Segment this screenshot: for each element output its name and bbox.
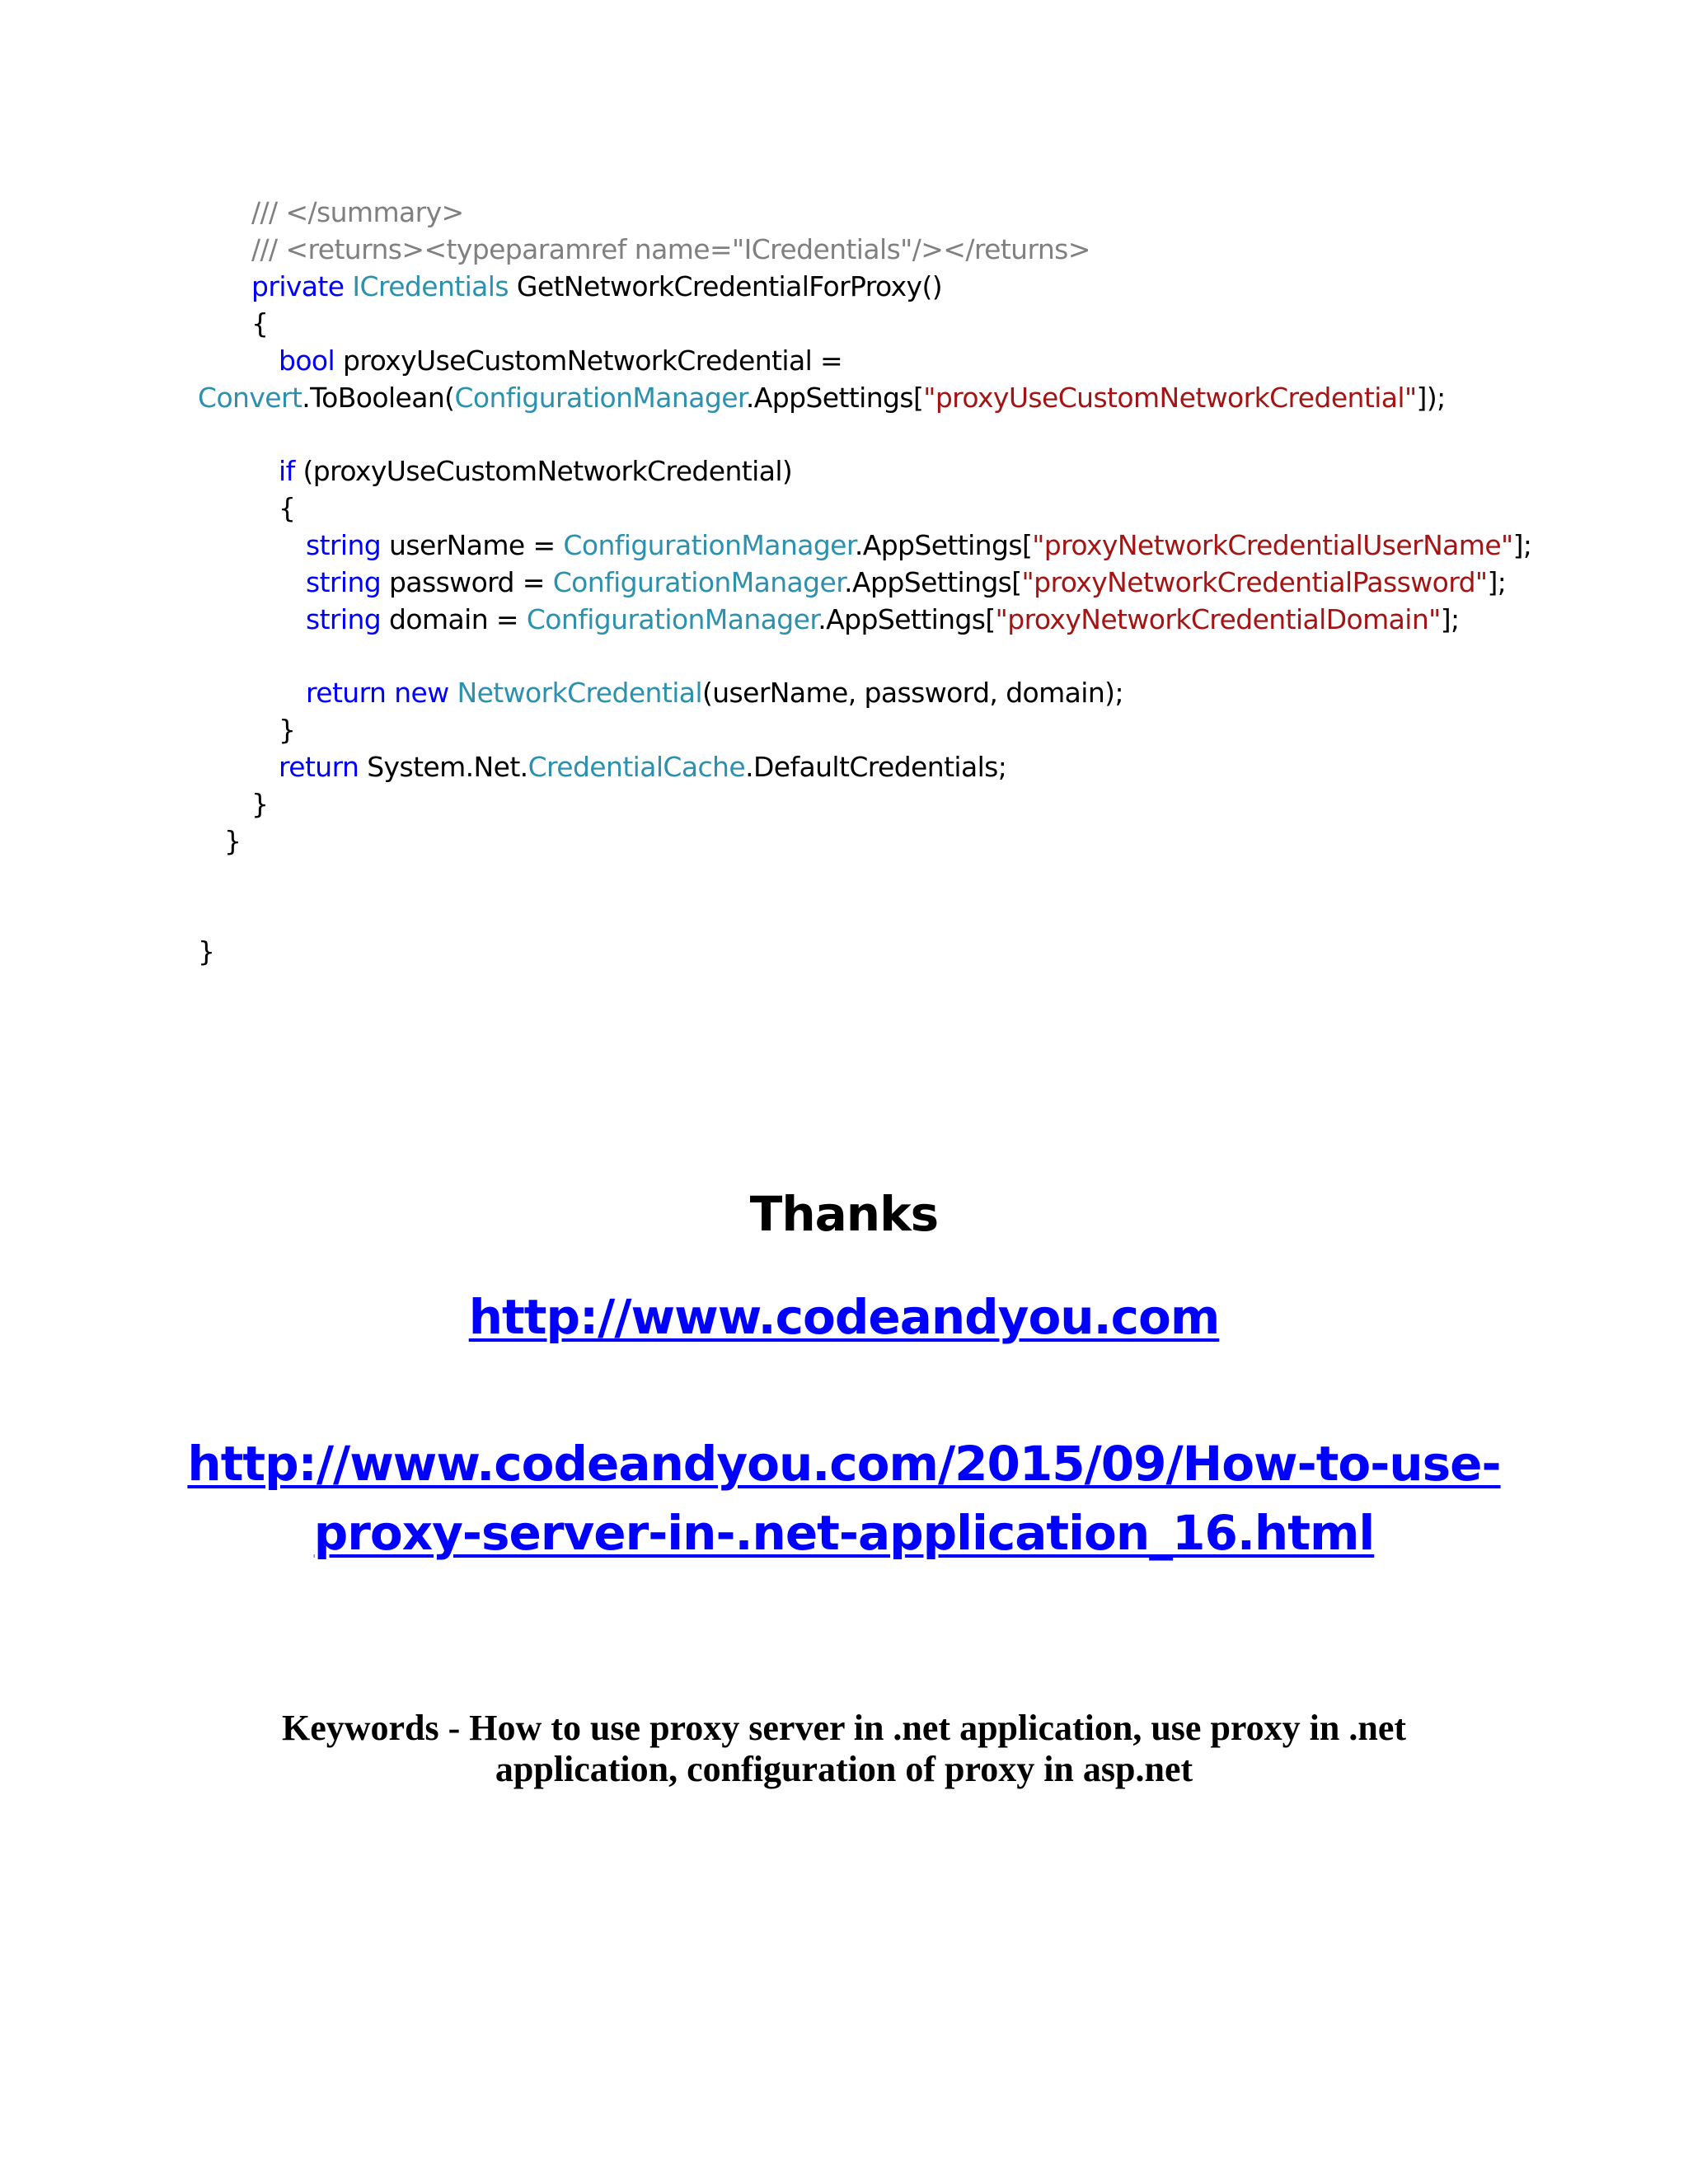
code-token: ]; [1440,603,1460,635]
code-token: proxyUseCustomNetworkCredential = [335,344,843,377]
code-token: .AppSettings[ [844,566,1022,598]
code-token: NetworkCredential [457,677,702,709]
code-token: { [279,492,296,524]
code-token: return [306,677,387,709]
code-token: ConfigurationManager [454,382,746,414]
code-token: .AppSettings[ [745,382,924,414]
code-line [306,603,1460,636]
code-line [251,270,942,303]
keywords-line-1: Keywords - How to use proxy server in .net application, use proxy in .net [281,1708,1407,1748]
code-token: return [279,751,359,783]
code-line [279,344,842,377]
code-token: System.Net. [359,751,528,783]
code-token: string [306,603,382,635]
code-line [251,788,268,821]
code-line [279,455,792,488]
code-line [279,714,295,747]
code-token: .AppSettings[ [854,529,1033,561]
code-token [449,677,457,709]
code-token: string [306,529,382,561]
code-line [279,492,295,525]
code-line [306,566,1506,599]
code-line [251,233,1090,266]
code-token: userName = [381,529,564,561]
code-token: if [279,455,295,487]
code-token: ]); [1416,382,1446,414]
keywords-line-2: application, configuration of proxy in asp.net [495,1749,1193,1789]
code-token: (proxyUseCustomNetworkCredential) [294,455,793,487]
code-token: bool [279,344,335,377]
code-token: "proxyNetworkCredentialDomain" [995,603,1441,635]
code-token: new [394,677,449,709]
code-token: "proxyNetworkCredentialPassword" [1021,566,1488,598]
code-token: Convert [198,382,302,414]
code-token: "proxyNetworkCredentialUserName" [1032,529,1513,561]
code-token: (userName, password, domain); [701,677,1123,709]
code-token [386,677,394,709]
thanks-heading: Thanks [749,1186,939,1242]
article-link-line-2[interactable]: proxy-server-in-.net-application_16.html [313,1505,1375,1561]
home-link[interactable]: http://www.codeandyou.com [468,1289,1220,1345]
code-token: { [251,307,269,340]
code-token: } [224,825,241,857]
code-token: ]; [1512,529,1532,561]
code-line [198,382,1446,415]
article-link-line-1[interactable]: http://www.codeandyou.com/2015/09/How-to-use- [187,1436,1501,1492]
code-token: ICredentials [352,270,509,302]
code-token: /// <returns><typeparamref name="ICredentials"/></returns> [251,233,1090,265]
code-line [306,529,1531,562]
code-token: .DefaultCredentials; [745,751,1007,783]
code-token: private [251,270,353,302]
code-line [306,677,1123,710]
code-token: ]; [1487,566,1507,598]
code-token: /// </summary> [251,196,464,228]
code-token: CredentialCache [528,751,746,783]
code-line [251,196,464,229]
code-token: string [306,566,382,598]
code-token: } [279,714,296,746]
code-token: ConfigurationManager [552,566,845,598]
code-token: ConfigurationManager [526,603,818,635]
code-line [224,825,241,858]
code-token: .ToBoolean( [302,382,455,414]
code-token: } [198,935,215,968]
code-line [279,751,1006,784]
code-token: GetNetworkCredentialForProxy() [508,270,942,302]
code-token: password = [381,566,553,598]
code-token: domain = [381,603,527,635]
code-token: } [251,788,269,820]
code-token: ConfigurationManager [563,529,855,561]
code-line [251,307,268,340]
code-line [198,935,214,968]
code-token: "proxyUseCustomNetworkCredential" [923,382,1417,414]
code-token: .AppSettings[ [818,603,996,635]
